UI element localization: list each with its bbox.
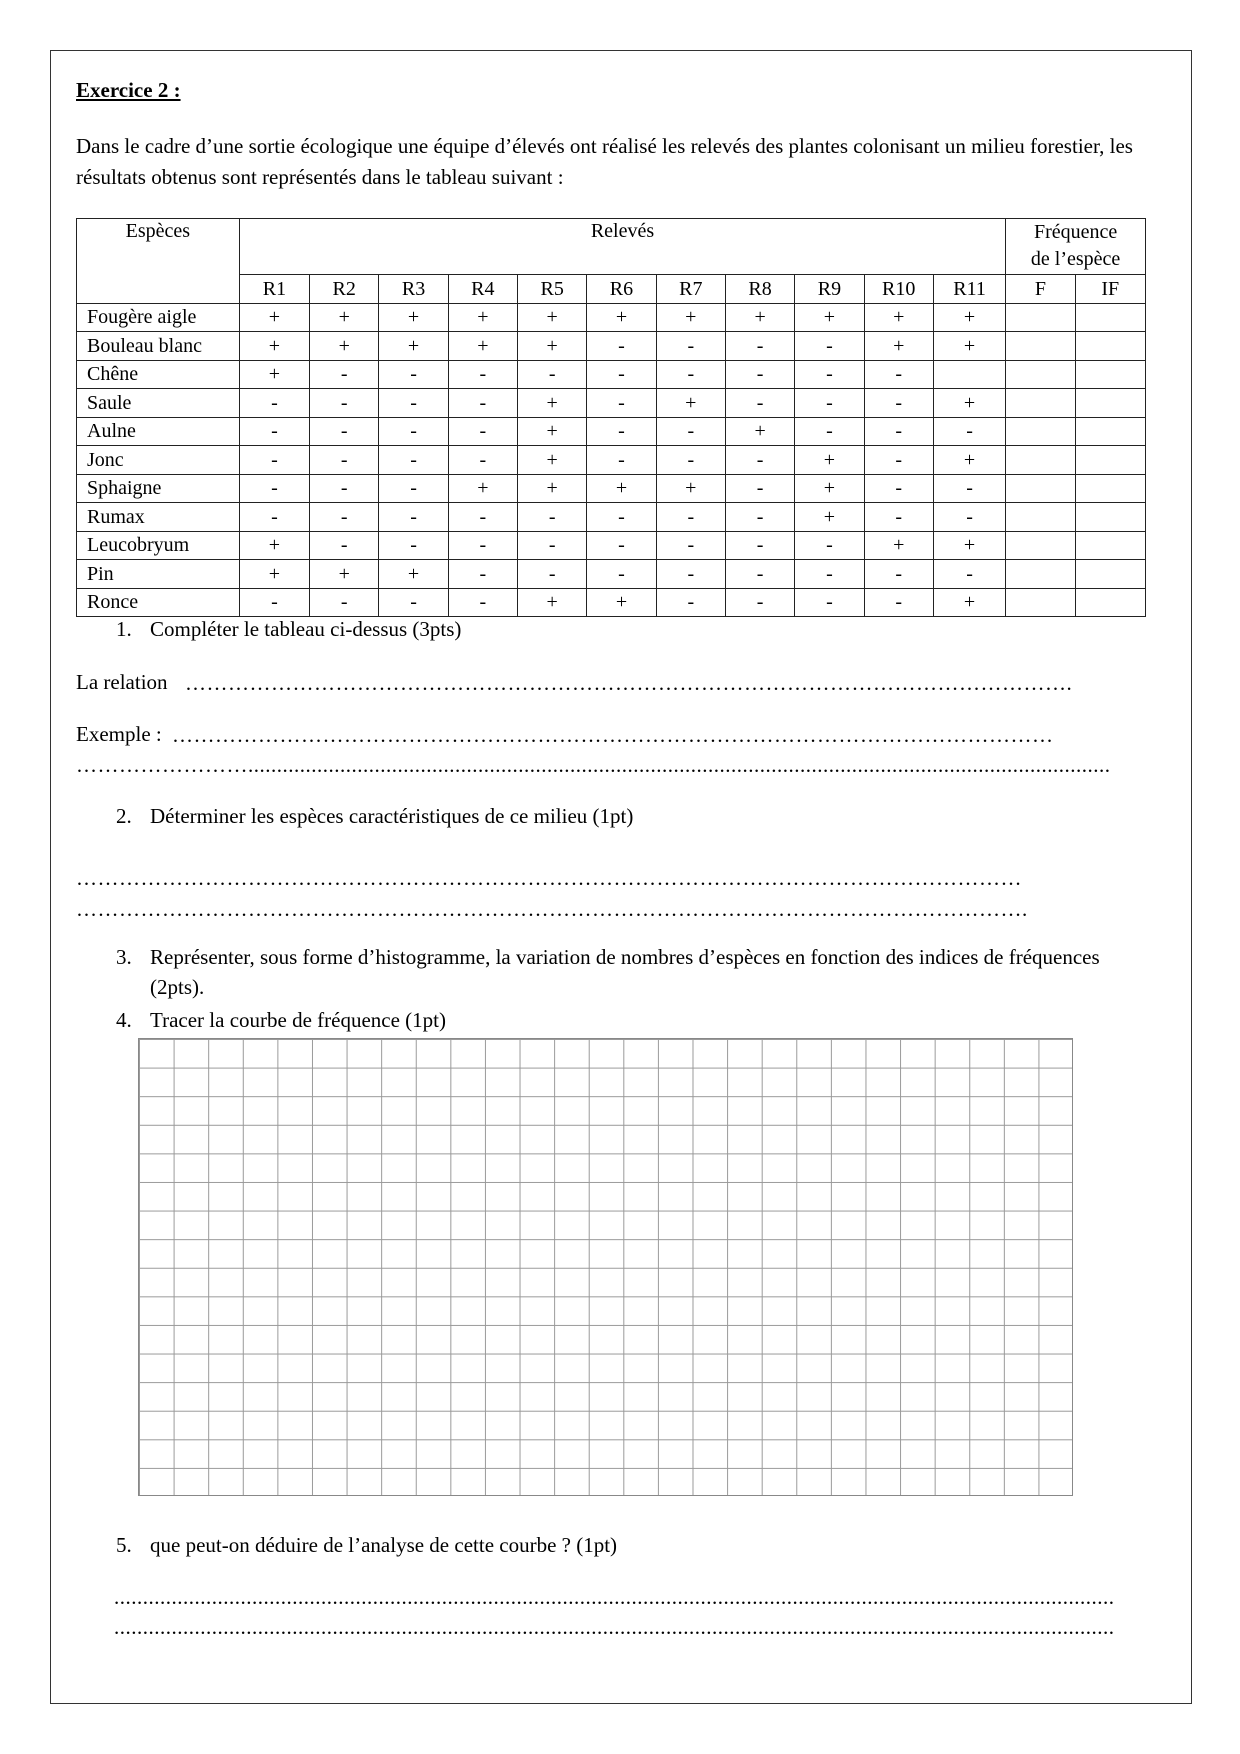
frequence-answer-cell-if[interactable] bbox=[1075, 417, 1145, 446]
table-row bbox=[77, 560, 1146, 589]
q5-number: 5. bbox=[116, 1533, 132, 1557]
frequence-answer-cell-if[interactable] bbox=[1075, 503, 1145, 532]
frequence-answer-cell-f[interactable] bbox=[1006, 417, 1075, 446]
presence-cell: - bbox=[310, 360, 379, 389]
presence-cell: + bbox=[379, 560, 448, 589]
presence-cell: + bbox=[933, 531, 1005, 560]
frequence-answer-cell-if[interactable] bbox=[1075, 474, 1145, 503]
presence-cell: - bbox=[725, 531, 794, 560]
presence-cell: - bbox=[864, 360, 933, 389]
presence-cell: - bbox=[587, 417, 656, 446]
table-row bbox=[77, 332, 1146, 361]
releve-label: R1 bbox=[239, 275, 309, 304]
presence-cell: - bbox=[587, 332, 656, 361]
presence-cell: - bbox=[518, 560, 587, 589]
presence-cell: - bbox=[656, 446, 725, 475]
frequence-answer-cell-f[interactable] bbox=[1006, 531, 1075, 560]
presence-cell: + bbox=[725, 303, 794, 332]
presence-cell: + bbox=[656, 303, 725, 332]
table-row bbox=[77, 531, 1146, 560]
presence-cell: - bbox=[379, 588, 448, 617]
presence-cell: + bbox=[864, 303, 933, 332]
presence-cell: + bbox=[239, 531, 309, 560]
species-name: Pin bbox=[77, 560, 240, 589]
frequence-answer-cell-f[interactable] bbox=[1006, 303, 1075, 332]
presence-cell: + bbox=[518, 588, 587, 617]
presence-cell: + bbox=[239, 332, 309, 361]
species-name: Bouleau blanc bbox=[77, 332, 240, 361]
presence-cell: - bbox=[379, 531, 448, 560]
releve-label: R7 bbox=[656, 275, 725, 304]
presence-cell: + bbox=[933, 389, 1005, 418]
frequence-answer-cell-if[interactable] bbox=[1075, 332, 1145, 361]
species-name: Sphaigne bbox=[77, 474, 240, 503]
releve-label: R8 bbox=[725, 275, 794, 304]
presence-cell: - bbox=[933, 474, 1005, 503]
presence-cell: - bbox=[725, 389, 794, 418]
presence-cell: - bbox=[725, 474, 794, 503]
presence-cell: - bbox=[656, 531, 725, 560]
exercise-title: Exercice 2 : bbox=[76, 78, 181, 102]
presence-cell: + bbox=[518, 446, 587, 475]
frequence-answer-cell-if[interactable] bbox=[1075, 303, 1145, 332]
presence-cell: + bbox=[795, 303, 864, 332]
frequence-answer-cell-f[interactable] bbox=[1006, 446, 1075, 475]
presence-cell: - bbox=[933, 417, 1005, 446]
table-row bbox=[77, 303, 1146, 332]
presence-cell: - bbox=[864, 446, 933, 475]
q2-answer-line-2: ……………………………………………………………………………………………………………………. bbox=[76, 898, 1028, 920]
presence-cell: - bbox=[448, 588, 517, 617]
presence-cell: + bbox=[448, 474, 517, 503]
presence-cell: + bbox=[239, 360, 309, 389]
presence-cell: + bbox=[587, 588, 656, 617]
presence-cell: - bbox=[864, 588, 933, 617]
presence-cell: + bbox=[310, 303, 379, 332]
presence-cell: - bbox=[656, 588, 725, 617]
presence-cell: + bbox=[239, 303, 309, 332]
presence-cell: - bbox=[379, 474, 448, 503]
frequence-answer-cell-if[interactable] bbox=[1075, 560, 1145, 589]
q4-text: Tracer la courbe de fréquence (1pt) bbox=[150, 1008, 446, 1032]
presence-cell: - bbox=[587, 446, 656, 475]
presence-cell: - bbox=[933, 503, 1005, 532]
presence-cell: - bbox=[310, 531, 379, 560]
presence-cell: + bbox=[518, 332, 587, 361]
presence-cell: + bbox=[587, 303, 656, 332]
presence-cell: - bbox=[795, 588, 864, 617]
presence-cell: - bbox=[587, 560, 656, 589]
presence-cell: + bbox=[933, 303, 1005, 332]
presence-cell: - bbox=[448, 446, 517, 475]
q1-number: 1. bbox=[116, 617, 132, 641]
presence-cell: - bbox=[933, 560, 1005, 589]
presence-cell: - bbox=[864, 417, 933, 446]
q5-answer-line-1: .............................................................................................................................................................................. bbox=[114, 1586, 1115, 1608]
releves-table bbox=[76, 218, 1146, 617]
presence-cell: - bbox=[239, 503, 309, 532]
presence-cell: + bbox=[239, 560, 309, 589]
q3-text: Représenter, sous forme d’histogramme, la variation de nombres d’espèces en fonction des indices de fréquences (2pts). bbox=[150, 945, 1100, 999]
presence-cell: - bbox=[795, 417, 864, 446]
presence-cell: + bbox=[795, 474, 864, 503]
releve-label: R3 bbox=[379, 275, 448, 304]
presence-cell: + bbox=[518, 474, 587, 503]
presence-cell: + bbox=[795, 446, 864, 475]
header-frequence-line2: de l’espèce bbox=[1030, 248, 1121, 270]
presence-cell: - bbox=[239, 417, 309, 446]
frequence-answer-cell-f[interactable] bbox=[1006, 588, 1075, 617]
q2-text: Déterminer les espèces caractéristiques de ce milieu (1pt) bbox=[150, 804, 634, 828]
presence-cell: - bbox=[795, 389, 864, 418]
frequence-answer-cell-if[interactable] bbox=[1075, 531, 1145, 560]
presence-cell: - bbox=[725, 332, 794, 361]
releve-label: R6 bbox=[587, 275, 656, 304]
species-name: Leucobryum bbox=[77, 531, 240, 560]
presence-cell: - bbox=[310, 503, 379, 532]
presence-cell: - bbox=[379, 360, 448, 389]
presence-cell: - bbox=[795, 332, 864, 361]
presence-cell: - bbox=[518, 503, 587, 532]
presence-cell: + bbox=[448, 303, 517, 332]
presence-cell: - bbox=[448, 360, 517, 389]
table-row bbox=[77, 389, 1146, 418]
presence-cell: - bbox=[587, 389, 656, 418]
presence-cell: - bbox=[656, 560, 725, 589]
table-row bbox=[77, 588, 1146, 617]
presence-cell: - bbox=[239, 474, 309, 503]
species-name: Jonc bbox=[77, 446, 240, 475]
relation-answer-line: ……………………………………………………………………………………………………………. bbox=[185, 672, 1073, 694]
frequence-label: IF bbox=[1075, 275, 1145, 304]
presence-cell: - bbox=[864, 474, 933, 503]
presence-cell: - bbox=[310, 417, 379, 446]
species-name: Saule bbox=[77, 389, 240, 418]
presence-cell: + bbox=[656, 389, 725, 418]
releve-label: R11 bbox=[933, 275, 1005, 304]
presence-cell bbox=[933, 360, 1005, 389]
species-name: Fougère aigle bbox=[77, 303, 240, 332]
presence-cell: - bbox=[448, 417, 517, 446]
presence-cell: - bbox=[725, 503, 794, 532]
frequence-answer-cell-f[interactable] bbox=[1006, 474, 1075, 503]
q3-number: 3. bbox=[116, 945, 132, 969]
presence-cell: - bbox=[587, 503, 656, 532]
frequence-answer-cell-f[interactable] bbox=[1006, 360, 1075, 389]
presence-cell: - bbox=[239, 389, 309, 418]
presence-cell: - bbox=[725, 446, 794, 475]
presence-cell: - bbox=[518, 360, 587, 389]
species-name: Aulne bbox=[77, 417, 240, 446]
presence-cell: - bbox=[656, 332, 725, 361]
frequence-answer-cell-f[interactable] bbox=[1006, 332, 1075, 361]
presence-cell: - bbox=[379, 389, 448, 418]
presence-cell: + bbox=[379, 303, 448, 332]
species-name: Ronce bbox=[77, 588, 240, 617]
frequence-answer-cell-if[interactable] bbox=[1075, 360, 1145, 389]
presence-cell: - bbox=[310, 588, 379, 617]
exemple-answer-line-2: ……………………...................................................................................................................................................... bbox=[76, 754, 1111, 776]
table-row bbox=[77, 503, 1146, 532]
presence-cell: - bbox=[725, 360, 794, 389]
presence-cell: + bbox=[587, 474, 656, 503]
presence-cell: - bbox=[725, 560, 794, 589]
presence-cell: - bbox=[518, 531, 587, 560]
header-frequence-line1: Fréquence bbox=[1033, 221, 1118, 243]
presence-cell: - bbox=[864, 503, 933, 532]
q1-text: Compléter le tableau ci-dessus (3pts) bbox=[150, 617, 462, 641]
frequence-answer-cell-if[interactable] bbox=[1075, 389, 1145, 418]
intro-paragraph: Dans le cadre d’une sortie écologique une équipe d’élevés ont réalisé les relevés des plantes colonisant un milieu forestier, les résultats obtenus sont représentés dans le tableau suivant : bbox=[76, 134, 1133, 189]
presence-cell: + bbox=[379, 332, 448, 361]
presence-cell: - bbox=[379, 417, 448, 446]
relation-label: La relation bbox=[76, 670, 168, 694]
presence-cell: + bbox=[518, 389, 587, 418]
presence-cell: + bbox=[933, 332, 1005, 361]
presence-cell: - bbox=[448, 389, 517, 418]
releve-label: R5 bbox=[518, 275, 587, 304]
releve-label: R2 bbox=[310, 275, 379, 304]
header-frequence bbox=[1006, 219, 1146, 275]
presence-cell: - bbox=[795, 531, 864, 560]
graph-paper-grid[interactable] bbox=[138, 1038, 1073, 1496]
presence-cell: + bbox=[864, 332, 933, 361]
q5-text: que peut-on déduire de l’analyse de cette courbe ? (1pt) bbox=[150, 1533, 618, 1557]
frequence-label: F bbox=[1006, 275, 1075, 304]
presence-cell: - bbox=[310, 389, 379, 418]
releve-label: R9 bbox=[795, 275, 864, 304]
table-row bbox=[77, 417, 1146, 446]
presence-cell: + bbox=[310, 560, 379, 589]
presence-cell: + bbox=[933, 446, 1005, 475]
frequence-answer-cell-f[interactable] bbox=[1006, 503, 1075, 532]
exemple-answer-line: …………………………………………………………………………………………………………… bbox=[172, 724, 1054, 746]
frequence-answer-cell-if[interactable] bbox=[1075, 588, 1145, 617]
presence-cell: + bbox=[518, 303, 587, 332]
presence-cell: - bbox=[448, 531, 517, 560]
presence-cell: - bbox=[795, 560, 864, 589]
presence-cell: - bbox=[864, 389, 933, 418]
header-releves: Relevés bbox=[239, 219, 1005, 275]
presence-cell: + bbox=[864, 531, 933, 560]
exemple-label: Exemple : bbox=[76, 722, 162, 746]
presence-cell: - bbox=[310, 446, 379, 475]
presence-cell: + bbox=[656, 474, 725, 503]
presence-cell: - bbox=[379, 446, 448, 475]
presence-cell: - bbox=[239, 588, 309, 617]
frequence-answer-cell-f[interactable] bbox=[1006, 389, 1075, 418]
releve-label: R4 bbox=[448, 275, 517, 304]
presence-cell: - bbox=[239, 446, 309, 475]
presence-cell: - bbox=[725, 588, 794, 617]
q4-number: 4. bbox=[116, 1008, 132, 1032]
species-name: Rumax bbox=[77, 503, 240, 532]
presence-cell: - bbox=[379, 503, 448, 532]
q2-number: 2. bbox=[116, 804, 132, 828]
presence-cell: - bbox=[864, 560, 933, 589]
presence-cell: - bbox=[587, 360, 656, 389]
presence-cell: - bbox=[795, 360, 864, 389]
presence-cell: + bbox=[518, 417, 587, 446]
species-name: Chêne bbox=[77, 360, 240, 389]
presence-cell: - bbox=[656, 360, 725, 389]
table-row bbox=[77, 446, 1146, 475]
presence-cell: - bbox=[310, 474, 379, 503]
frequence-answer-cell-f[interactable] bbox=[1006, 560, 1075, 589]
q5-answer-line-2: .............................................................................................................................................................................. bbox=[114, 1616, 1115, 1638]
table-row bbox=[77, 360, 1146, 389]
presence-cell: + bbox=[795, 503, 864, 532]
presence-cell: - bbox=[656, 503, 725, 532]
presence-cell: - bbox=[448, 503, 517, 532]
presence-cell: + bbox=[725, 417, 794, 446]
table-row bbox=[77, 474, 1146, 503]
q2-answer-line-1: …………………………………………………………………………………………………………………… bbox=[76, 867, 1022, 889]
presence-cell: + bbox=[310, 332, 379, 361]
presence-cell: - bbox=[587, 531, 656, 560]
presence-cell: - bbox=[448, 560, 517, 589]
presence-cell: + bbox=[448, 332, 517, 361]
header-species: Espèces bbox=[77, 219, 240, 304]
presence-cell: - bbox=[656, 417, 725, 446]
releve-label: R10 bbox=[864, 275, 933, 304]
frequence-answer-cell-if[interactable] bbox=[1075, 446, 1145, 475]
presence-cell: + bbox=[933, 588, 1005, 617]
